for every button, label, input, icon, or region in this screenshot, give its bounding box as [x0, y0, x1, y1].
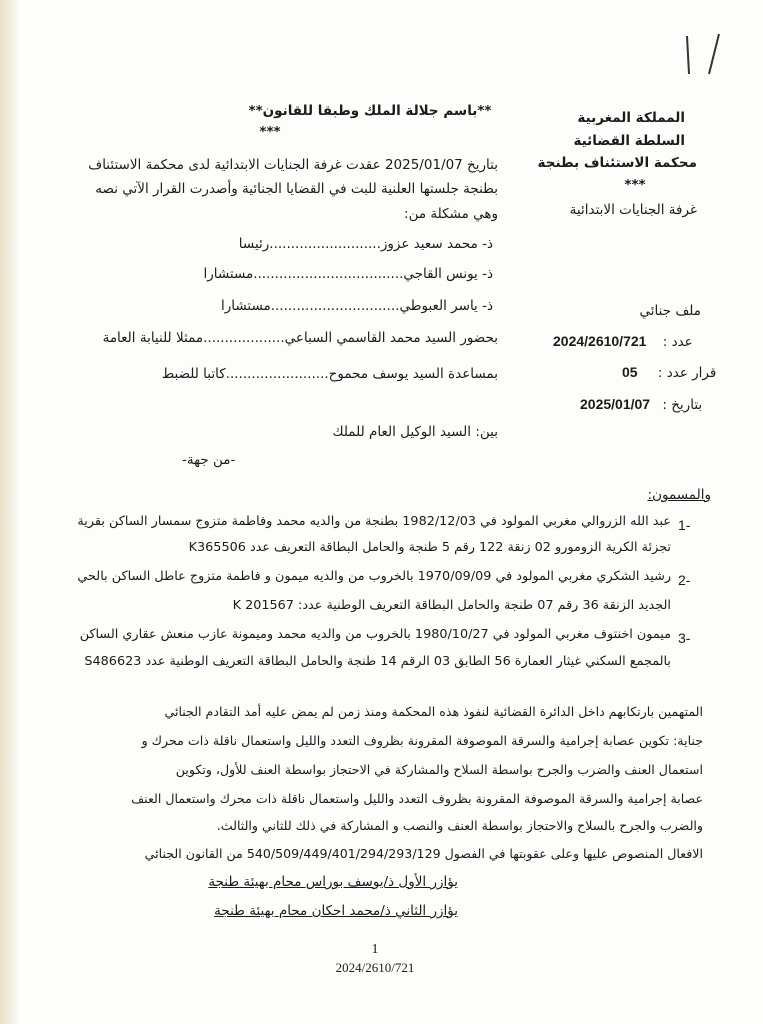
panel-member-1	[239, 236, 493, 252]
header-separator: ***	[624, 177, 646, 193]
panel-member-2	[203, 266, 493, 282]
charges-line: والضرب والجرح بالسلاح والاحتجاز بواسطة العنف والنصب و المشاركة في ذلك للثاني والثالث.	[216, 818, 703, 833]
prosecution-line	[103, 330, 498, 346]
header-judicial-authority: السلطة القضائية	[573, 133, 685, 149]
panel-member-name: ذ- محمد سعيد عزوز	[380, 236, 493, 252]
prosecution-role: ممثلا للنيابة العامة	[102, 330, 204, 346]
accused-1-line-2: تجزئة الكرية الزومورو 02 زنقة 122 رقم 5 طنجة والحامل البطاقة التعريف عدد K365506	[188, 540, 671, 555]
charges-line: الافعال المنصوص عليها وعلى عقوبتها في الفصول 540/509/449/401/294/293/129 من القانون الجنائي	[144, 846, 703, 861]
invocation-title: **باسم جلالة الملك وطبقا للقانون**	[248, 103, 492, 119]
case-number-value: 2024/2610/721	[553, 333, 647, 349]
decision-number-label: قرار عدد :	[657, 365, 717, 381]
intro-line-2: بطنجة جلستها العلنية للبت في القضايا الجنائية وأصدرت القرار الآتي نصه	[95, 181, 498, 197]
accused-3-line-2: بالمجمع السكني غيثار العمارة 56 الطابق 03 الرقم 14 طنجة والحامل البطاقة التعريف الوطنية عدد S486623	[84, 654, 671, 669]
charges-line: جناية: تكوين عصابة إجرامية والسرقة الموصوفة المقرونة بظروف التعدد والليل واستعمال ناقلة ذات محرك و	[141, 733, 703, 748]
accused-label: والمسمون:	[647, 487, 711, 503]
accused-number: 2-	[678, 572, 691, 588]
accused-1-line-1: عبد الله الزروالي مغربي المولود في 1982/12/03 بطنجة من والديه محمد وفاطمة متزوج سمسار الساكن بقرية	[77, 514, 671, 529]
panel-member-role: رئيسا	[238, 236, 270, 252]
panel-member-role: مستشارا	[203, 266, 254, 282]
clerk-dots: ........................	[225, 366, 329, 382]
panel-member-role: مستشارا	[220, 298, 271, 314]
decision-date-row	[580, 396, 730, 413]
charges-line: عصابة إجرامية والسرقة الموصوفة المقرونة بظروف التعدد والليل واستعمال ناقلة ذات محرك واستعمال العنف	[131, 791, 703, 806]
panel-member-name: ذ- ياسر العبوطي	[399, 298, 493, 314]
charges-line: المتهمين بارتكابهم داخل الدائرة القضائية لنفوذ هذه المحكمة ومنذ زمن لم يمض عليه أمد التقادم الجنائي	[164, 704, 703, 719]
prosecution-dots: ...................	[203, 330, 285, 346]
panel-member-dots: ..........................	[269, 236, 381, 252]
paper-edge-shadow	[0, 0, 20, 1024]
clerk-line	[162, 366, 498, 382]
accused-3-line-1: ميمون اخنتوف مغربي المولود في 1980/10/27 بالخروب من والديه محمد وميمونة عازب منعش عقاري الساكن	[79, 627, 671, 642]
decision-number-row	[622, 364, 722, 381]
header-court: محكمة الاستئناف بطنجة	[537, 155, 697, 171]
lawyer-second: يؤازر الثاني ذ/محمد احكان محام بهيئة طنجة	[214, 903, 458, 919]
decision-date-value: 2025/01/07	[580, 396, 651, 412]
accused-2-line-2: الجديد الزنقة 36 رقم 07 طنجة والحامل البطاقة التعريف الوطنية عدد: K 201567	[232, 598, 671, 613]
decision-number-value: 05	[622, 364, 638, 380]
handwritten-mark-icon	[675, 30, 735, 80]
case-number-row	[553, 333, 713, 350]
clerk-text: بمساعدة السيد يوسف محموح	[328, 366, 498, 382]
footer-case-ref: 2024/2610/721	[335, 960, 415, 975]
header-chamber: غرفة الجنايات الابتدائية	[569, 202, 697, 218]
panel-member-name: ذ- يونس القاجي	[403, 266, 493, 282]
panel-member-dots: ...................................	[253, 266, 404, 282]
case-number-label: عدد :	[662, 334, 693, 350]
page-number: 1	[371, 942, 379, 957]
file-type-label: ملف جنائي	[639, 303, 701, 319]
intro-line-3: وهي مشكلة من:	[404, 206, 498, 222]
prosecution-text: بحضور السيد محمد القاسمي السباعي	[284, 330, 498, 346]
lawyer-first: يؤازر الأول ذ/يوسف بوراس محام بهيئة طنجة	[208, 874, 458, 890]
between-line: بين: السيد الوكيل العام للملك	[332, 424, 498, 440]
decision-date-label: بتاريخ :	[662, 397, 703, 413]
panel-member-3	[221, 298, 493, 314]
header-kingdom: المملكة المغربية	[577, 110, 685, 126]
accused-number: 1-	[678, 517, 691, 533]
invocation-separator: ***	[259, 124, 281, 140]
panel-member-dots: ..............................	[270, 298, 400, 314]
charges-line: استعمال العنف والضرب والجرح بواسطة السلاح والمشاركة في الاحتجاز بواسطة العنف للأول، وتكوين	[175, 762, 703, 777]
intro-line-1: بتاريخ 2025/01/07 عقدت غرفة الجنايات الابتدائية لدى محكمة الاستئناف	[88, 157, 498, 173]
clerk-role: كاتبا للضبط	[161, 366, 226, 382]
accused-2-line-1: رشيد الشكري مغربي المولود في 1970/09/09 بالخروب من والديه ميمون و فاطمة متزوج عاطل الساكن بالحي	[77, 569, 671, 584]
accused-number: 3-	[678, 630, 691, 646]
party-side-label: -من جهة-	[182, 452, 236, 468]
